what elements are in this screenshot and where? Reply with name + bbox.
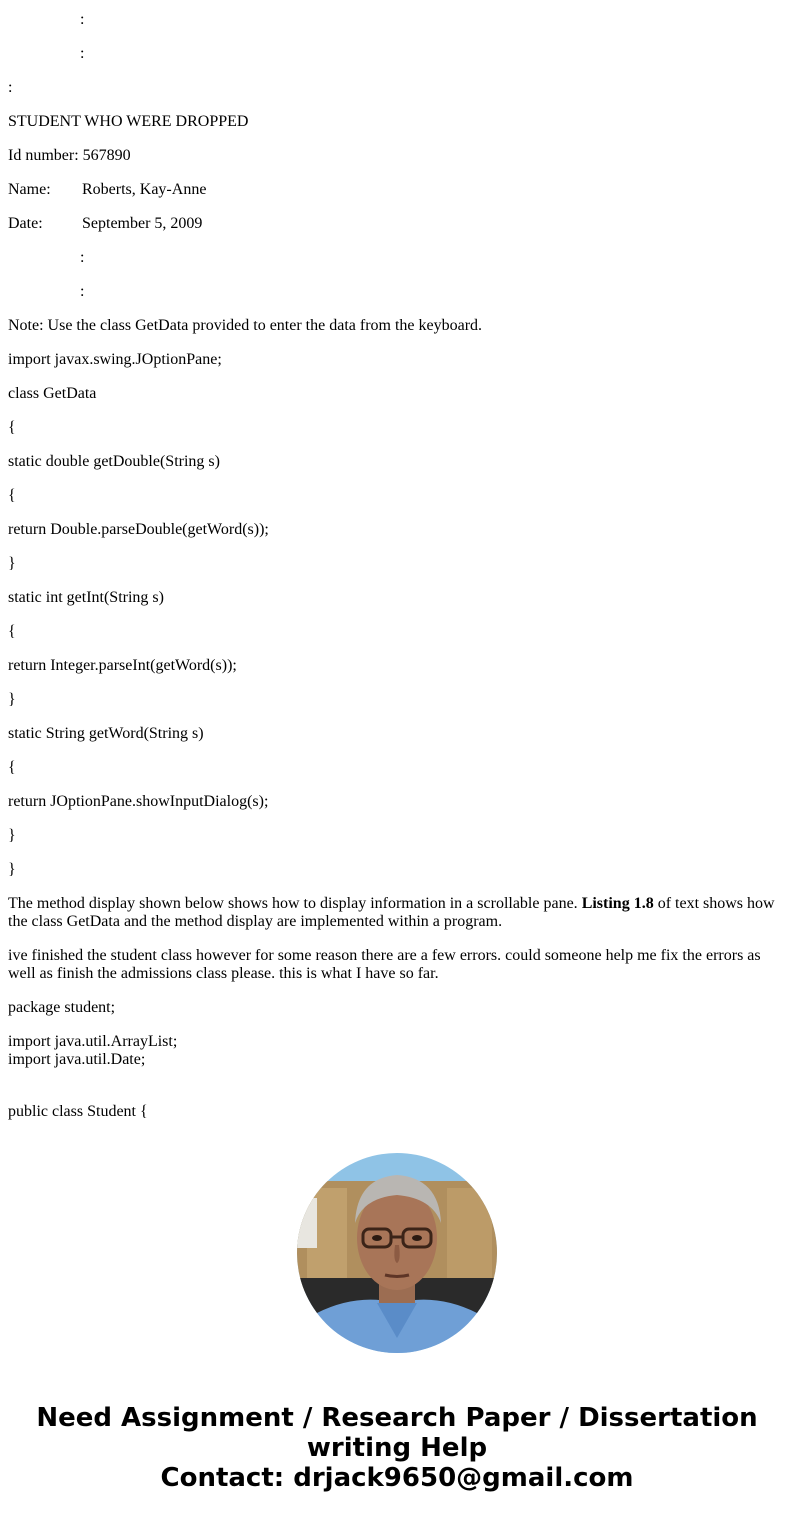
code-line: {: [8, 759, 16, 776]
section-heading: STUDENT WHO WERE DROPPED: [8, 113, 249, 130]
class-declaration: public class Student {: [8, 1103, 148, 1120]
code-line: class GetData: [8, 385, 97, 402]
colon-line: :: [80, 249, 85, 266]
question-paragraph: ive finished the student class however for some reason there are a few errors. could someone help me fix the errors as well as finish the admissions class please. this is what I have so far.: [8, 947, 761, 982]
import-line: import java.util.ArrayList;: [8, 1033, 178, 1050]
colon-line: :: [80, 45, 85, 62]
code-line: {: [8, 623, 16, 640]
code-line: }: [8, 827, 16, 844]
date-row: [8, 215, 202, 233]
code-line: {: [8, 487, 16, 504]
id-number-label: Id number:: [8, 147, 79, 164]
name-label: Name:: [8, 181, 51, 198]
colon-line: :: [80, 283, 85, 300]
name-row: [8, 181, 206, 199]
code-line: return Integer.parseInt(getWord(s));: [8, 657, 237, 674]
name-value: Roberts, Kay-Anne: [82, 181, 207, 198]
method-display-paragraph: The method display shown below shows how to display information in a scrollable pane. Listing 1.8 of text shows how the class GetData and the method display are implemented within a program.: [8, 895, 775, 930]
id-number-value: 567890: [82, 147, 131, 164]
colon-line: :: [80, 11, 85, 28]
date-label: Date:: [8, 215, 43, 232]
profile-photo: [297, 1153, 497, 1353]
listing-reference: Listing 1.8: [581, 895, 654, 912]
id-number-row: [8, 147, 131, 165]
contact-banner: [0, 1403, 794, 1493]
colon-line: :: [8, 79, 13, 96]
note-text: Note: Use the class GetData provided to enter the data from the keyboard.: [8, 317, 483, 334]
package-line: package student;: [8, 999, 116, 1016]
avatar-photo-icon: [297, 1153, 497, 1353]
code-line: }: [8, 555, 16, 572]
code-line: {: [8, 419, 16, 436]
import-line: import java.util.Date;: [8, 1051, 146, 1068]
contact-email: Contact: drjack9650@gmail.com: [160, 1463, 634, 1493]
code-line: }: [8, 861, 16, 878]
code-line: static String getWord(String s): [8, 725, 204, 742]
code-line: static double getDouble(String s): [8, 453, 220, 470]
code-line: return JOptionPane.showInputDialog(s);: [8, 793, 269, 810]
banner-line: Need Assignment / Research Paper / Dissertation: [36, 1403, 758, 1433]
code-line: import javax.swing.JOptionPane;: [8, 351, 222, 368]
code-line: return Double.parseDouble(getWord(s));: [8, 521, 269, 538]
code-line: }: [8, 691, 16, 708]
banner-line: writing Help: [306, 1433, 488, 1463]
date-value: September 5, 2009: [82, 215, 203, 232]
code-line: static int getInt(String s): [8, 589, 164, 606]
